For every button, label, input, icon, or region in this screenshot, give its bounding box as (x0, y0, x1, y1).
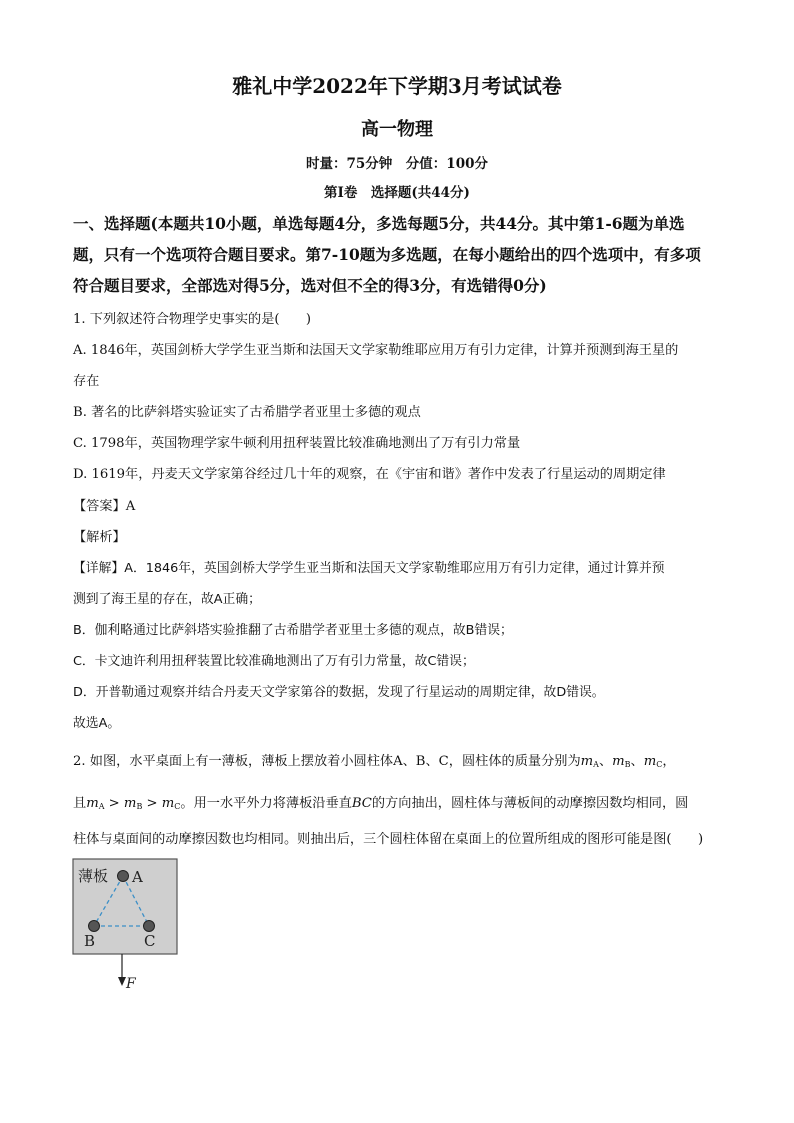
label-b: B (84, 932, 96, 950)
board-label: 薄板 (78, 867, 109, 885)
question-1-detail-a: 【详解】A．1846年，英国剑桥大学学生亚当斯和法国天文学家勒维耶应用万有引力定律，通过计算并预 (73, 561, 665, 576)
exam-meta: 时量：75分钟 分值：100分 (306, 156, 488, 172)
inequality-mass-b: mB (123, 796, 143, 811)
question-1-detail-c: C．卡文迪许利用扭秤装置比较准确地测出了万有引力常量，故C错误； (73, 654, 475, 669)
exam-title: 雅礼中学2022年下学期3月考试试卷 (232, 74, 562, 98)
section-instructions-line-3: 符合题目要求，全部选对得5分，选对但不全的得3分，有选错得0分) (73, 276, 547, 295)
subject-title: 高一物理 (361, 119, 433, 140)
part-heading: 第Ⅰ卷 选择题(共44分) (324, 185, 470, 201)
question-2-stem-text: 2. 如图，水平桌面上有一薄板，薄板上摆放着小圆柱体A、B、C，圆柱体的质量分别为 (73, 754, 581, 769)
question-1-stem: 1. 下列叙述符合物理学史事实的是( ) (73, 312, 312, 327)
question-1-option-b: B. 著名的比萨斜塔实验证实了古希腊学者亚里士多德的观点 (73, 405, 421, 420)
inequality-mass-c: mC (161, 796, 181, 811)
question-2-line-2-text: 。用一水平外力将薄板沿垂直 (180, 796, 352, 811)
question-2-line-2-rest: 的方向抽出，圆柱体与薄板间的动摩擦因数均相同，圆 (371, 796, 689, 811)
question-1-answer: 【答案】A (73, 499, 136, 514)
question-2-line-1: 2. 如图，水平桌面上有一薄板，薄板上摆放着小圆柱体A、B、C，圆柱体的质量分别为mA、mB、mC， (73, 754, 676, 769)
section-instructions-line-2: 题，只有一个选项符合题目要求。第7-10题为多选题，在每小题给出的四个选项中，有多项 (73, 245, 701, 264)
question-2-line-3: 柱体与桌面间的动摩擦因数也均相同。则抽出后，三个圆柱体留在桌面上的位置所组成的图形可能是图( ) (73, 832, 704, 847)
force-label: F (126, 976, 136, 992)
cylinder-c (144, 921, 155, 932)
segment-bc: BC (351, 796, 372, 811)
question-2-line-2: 且mA > mB > mC。用一水平外力将薄板沿垂直BC的方向抽出，圆柱体与薄板间的动摩擦因数均相同，圆 (73, 796, 689, 811)
label-c: C (144, 932, 156, 950)
mass-c: mC (643, 754, 663, 769)
question-1-option-d: D. 1619年，丹麦天文学家第谷经过几十年的观察，在《宇宙和谐》著作中发表了行星运动的周期定律 (73, 467, 666, 482)
mass-b: mB (612, 754, 631, 769)
cylinder-b (89, 921, 100, 932)
question-1-detail-b: B．伽利略通过比萨斜塔实验推翻了古希腊学者亚里士多德的观点，故B错误； (73, 623, 513, 638)
question-1-detail-d: D．开普勒通过观察并结合丹麦天文学家第谷的数据，发现了行星运动的周期定律，故D错误。 (73, 685, 605, 700)
question-1-option-a: A. 1846年，英国剑桥大学学生亚当斯和法国天文学家勒维耶应用万有引力定律，计算并预测到海王星的 (73, 343, 679, 358)
label-a: A (132, 868, 143, 886)
cylinder-a (118, 871, 129, 882)
thin-board-diagram (70, 857, 190, 995)
question-1-detail-a-cont: 测到了海王星的存在，故A正确； (73, 592, 261, 607)
question-1-conclusion: 故选A。 (73, 716, 121, 731)
force-arrow-head (118, 977, 126, 986)
mass-a: mA (580, 754, 599, 769)
question-1-option-a-cont: 存在 (73, 374, 100, 389)
question-1-analysis-label: 【解析】 (73, 530, 126, 545)
section-instructions-line-1: 一、选择题(本题共10小题，单选每题4分，多选每题5分，共44分。其中第1-6题为单选 (73, 214, 685, 233)
inequality-mass-a: mA (86, 796, 105, 811)
question-1-option-c: C. 1798年，英国物理学家牛顿利用扭秤装置比较准确地测出了万有引力常量 (73, 436, 521, 451)
